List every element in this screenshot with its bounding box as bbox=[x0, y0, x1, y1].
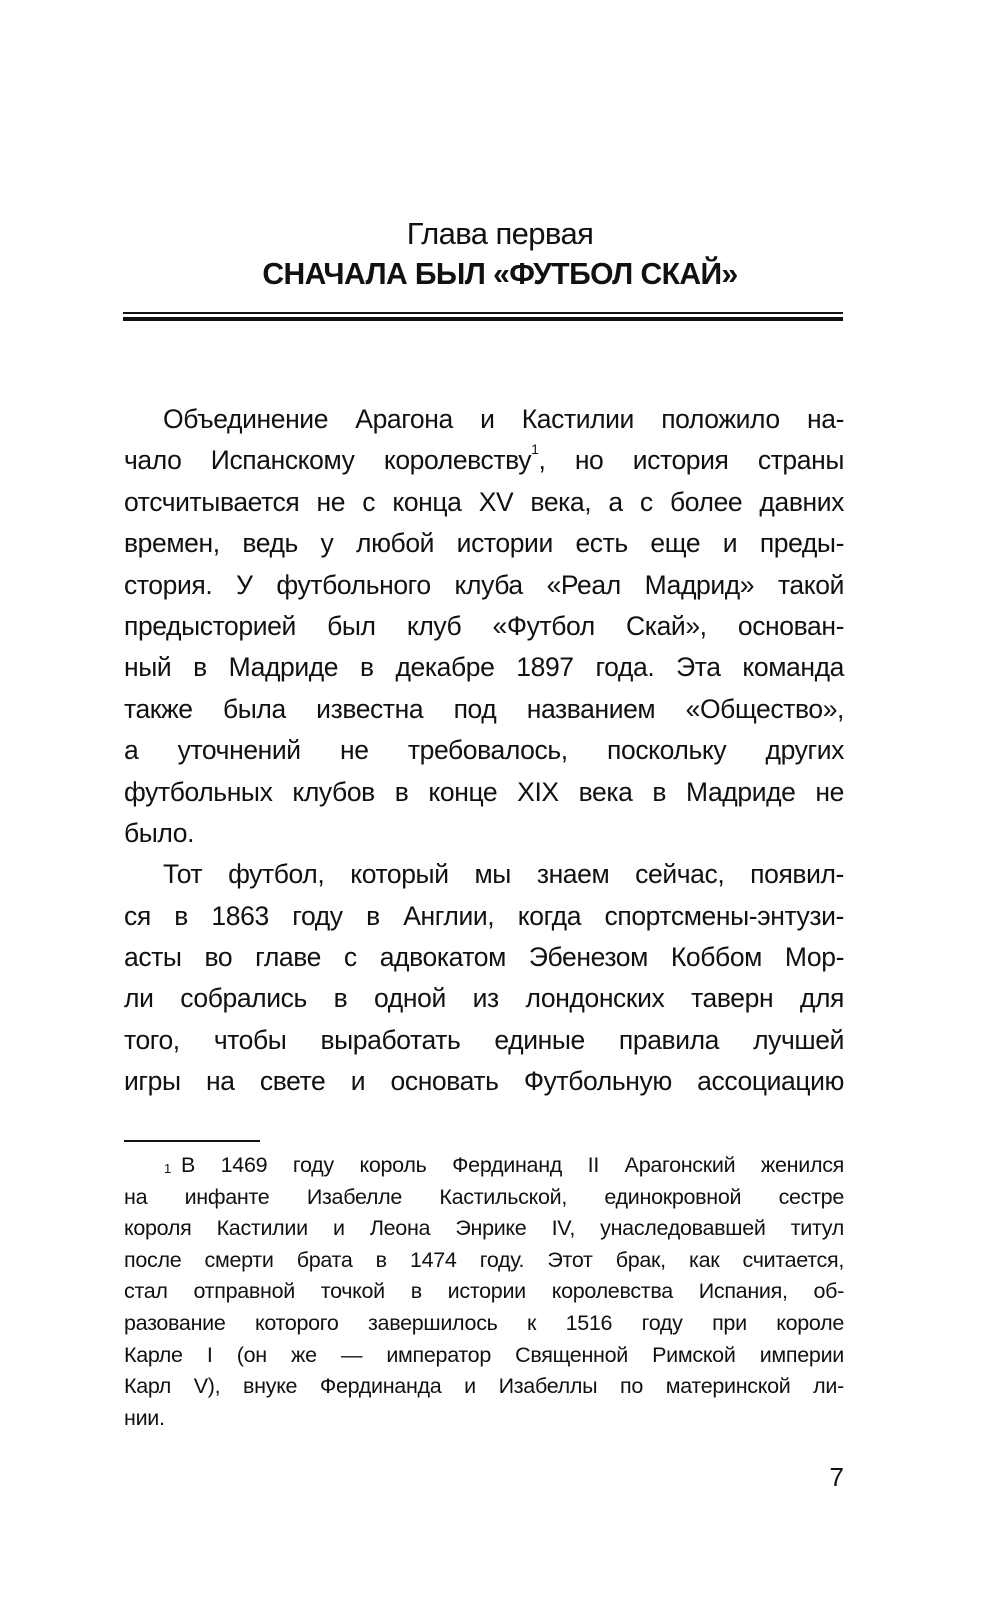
footnote bbox=[124, 1150, 844, 1434]
footnote-line: нии. bbox=[124, 1405, 165, 1430]
text-line: отсчитывается не с конца XV века, а с более давних bbox=[124, 486, 844, 517]
text-line: предысторией был клуб «Футбол Скай», основан- bbox=[124, 610, 844, 641]
text-line: футбольных клубов в конце XIX века в Мадриде не bbox=[124, 776, 844, 807]
footnote-line: на инфанте Изабелле Кастильской, единокровной сестре bbox=[124, 1184, 844, 1209]
text-fragment: В 1469 году король Фердинанд II Арагонский женился bbox=[180, 1153, 844, 1177]
text-line: игры на свете и основать Футбольную ассоциацию bbox=[124, 1066, 844, 1097]
body-text bbox=[124, 399, 844, 1103]
text-line: было. bbox=[124, 817, 195, 848]
text-line: ся в 1863 году в Англии, когда спортсмены-энтузи- bbox=[124, 900, 844, 931]
text-line: Тот футбол, который мы знаем сейчас, появил- bbox=[163, 859, 844, 890]
paragraph-2 bbox=[124, 854, 844, 1102]
paragraph-1 bbox=[124, 399, 844, 854]
text-line: ный в Мадриде в декабре 1897 года. Эта команда bbox=[124, 652, 844, 683]
footnote-line: разование которого завершилось к 1516 году при короле bbox=[124, 1310, 844, 1335]
text-line: ли собрались в одной из лондонских таверн для bbox=[124, 983, 844, 1014]
text-line: стория. У футбольного клуба «Реал Мадрид» такой bbox=[124, 569, 844, 600]
text-line: также была известна под названием «Общество», bbox=[124, 693, 844, 724]
text-fragment: чало Испанскому королевству bbox=[124, 445, 532, 476]
text-line bbox=[124, 440, 844, 481]
footnote-line: после смерти брата в 1474 году. Этот брак, как считается, bbox=[124, 1247, 844, 1272]
divider-thick-line bbox=[123, 317, 843, 321]
text-line: времен, ведь у любой истории есть еще и преды- bbox=[124, 528, 844, 559]
text-line: асты во главе с адвокатом Эбенезом Коббом Мор- bbox=[124, 942, 844, 973]
footnote-line: Карл V), внуке Фердинанда и Изабеллы по материнской ли- bbox=[124, 1374, 844, 1399]
text-line: а уточнений не требовалось, поскольку других bbox=[124, 735, 844, 766]
text-fragment: , но история страны bbox=[538, 445, 844, 476]
chapter-title: СНАЧАЛА БЫЛ «ФУТБОЛ СКАЙ» bbox=[262, 256, 738, 291]
footnote-line bbox=[124, 1150, 844, 1182]
footnote-marker: 1 bbox=[164, 1161, 171, 1176]
chapter-divider bbox=[123, 312, 843, 321]
page-number: 7 bbox=[829, 1462, 844, 1492]
footnote-line: стал отправной точкой в истории королевства Испания, об- bbox=[124, 1279, 844, 1304]
footnote-reference[interactable]: 1 bbox=[531, 441, 539, 458]
footnote-line: Карле I (он же — император Священной Римской империи bbox=[124, 1342, 844, 1367]
text-line: Объединение Арагона и Кастилии положило на- bbox=[163, 404, 844, 434]
footnote-line: короля Кастилии и Леона Энрике IV, унаследовавшей титул bbox=[124, 1216, 844, 1241]
divider-thin-line bbox=[123, 312, 843, 314]
chapter-label: Глава первая bbox=[406, 216, 594, 251]
footnote-separator bbox=[124, 1140, 260, 1142]
text-line: того, чтобы выработать единые правила лучшей bbox=[124, 1024, 844, 1055]
